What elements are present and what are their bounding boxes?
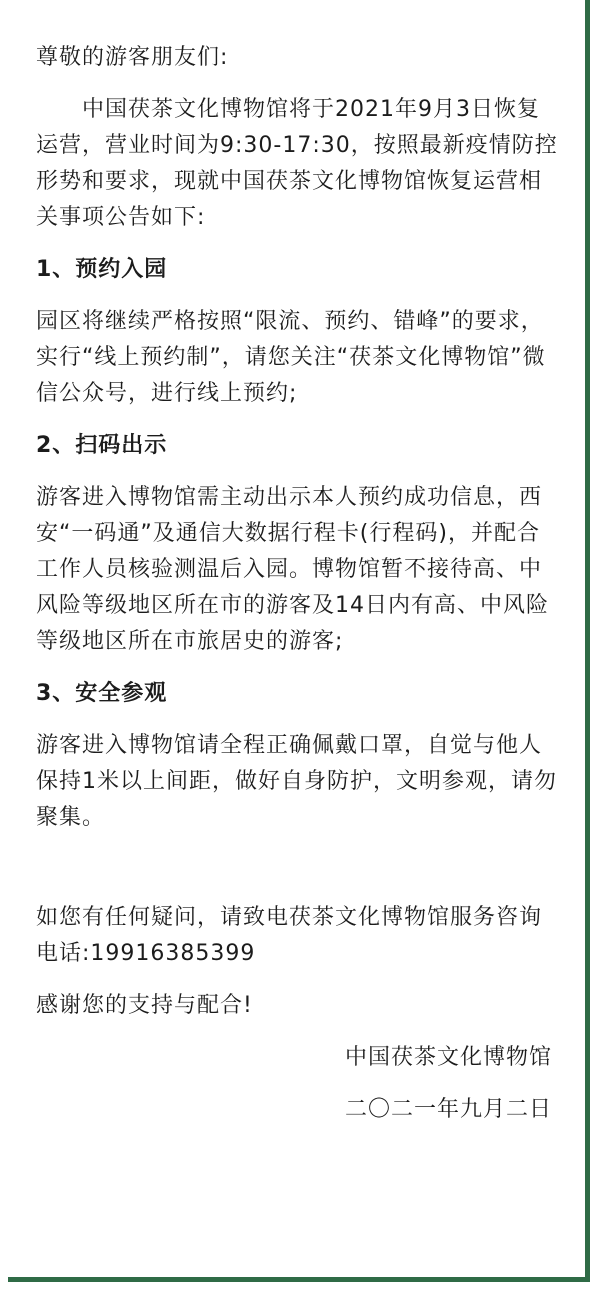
greeting: 尊敬的游客朋友们: <box>36 45 229 70</box>
intro-paragraph: 中国茯茶文化博物馆将于2021年9月3日恢复运营，营业时间为9:30-17:30，按照最新疫情防控形势和要求，现就中国茯茶文化博物馆恢复运营相关事项公告如下: <box>36 97 558 230</box>
section-body-reservation: 园区将继续严格按照“限流、预约、错峰”的要求，实行“线上预约制”，请您关注“茯茶文化博物馆”微信公众号，进行线上预约; <box>36 309 546 406</box>
thanks-line: 感谢您的支持与配合! <box>36 993 253 1018</box>
section-heading-reservation: 1、预约入园 <box>36 257 168 282</box>
signature-org: 中国茯茶文化博物馆 <box>344 1045 552 1070</box>
section-heading-safety: 3、安全参观 <box>36 681 168 706</box>
section-body-scan-code: 游客进入博物馆需主动出示本人预约成功信息，西安“一码通”及通信大数据行程卡(行程码)，并配合工作人员核验测温后入园。博物馆暂不接待高、中风险等级地区所在市的游客及14日内有高、中风险等级地区所在市旅居史的游客; <box>36 485 549 654</box>
section-body-safety: 游客进入博物馆请全程正确佩戴口罩，自觉与他人保持1米以上间距，做好自身防护，文明参观，请勿聚集。 <box>36 733 557 830</box>
section-heading-scan-code: 2、扫码出示 <box>36 433 168 458</box>
signature-date: 二〇二一年九月二日 <box>344 1097 552 1122</box>
spacer <box>36 852 558 900</box>
notice-content <box>36 40 558 1144</box>
contact-paragraph: 如您有任何疑问，请致电茯茶文化博物馆服务咨询电话:19916385399 <box>36 905 543 966</box>
